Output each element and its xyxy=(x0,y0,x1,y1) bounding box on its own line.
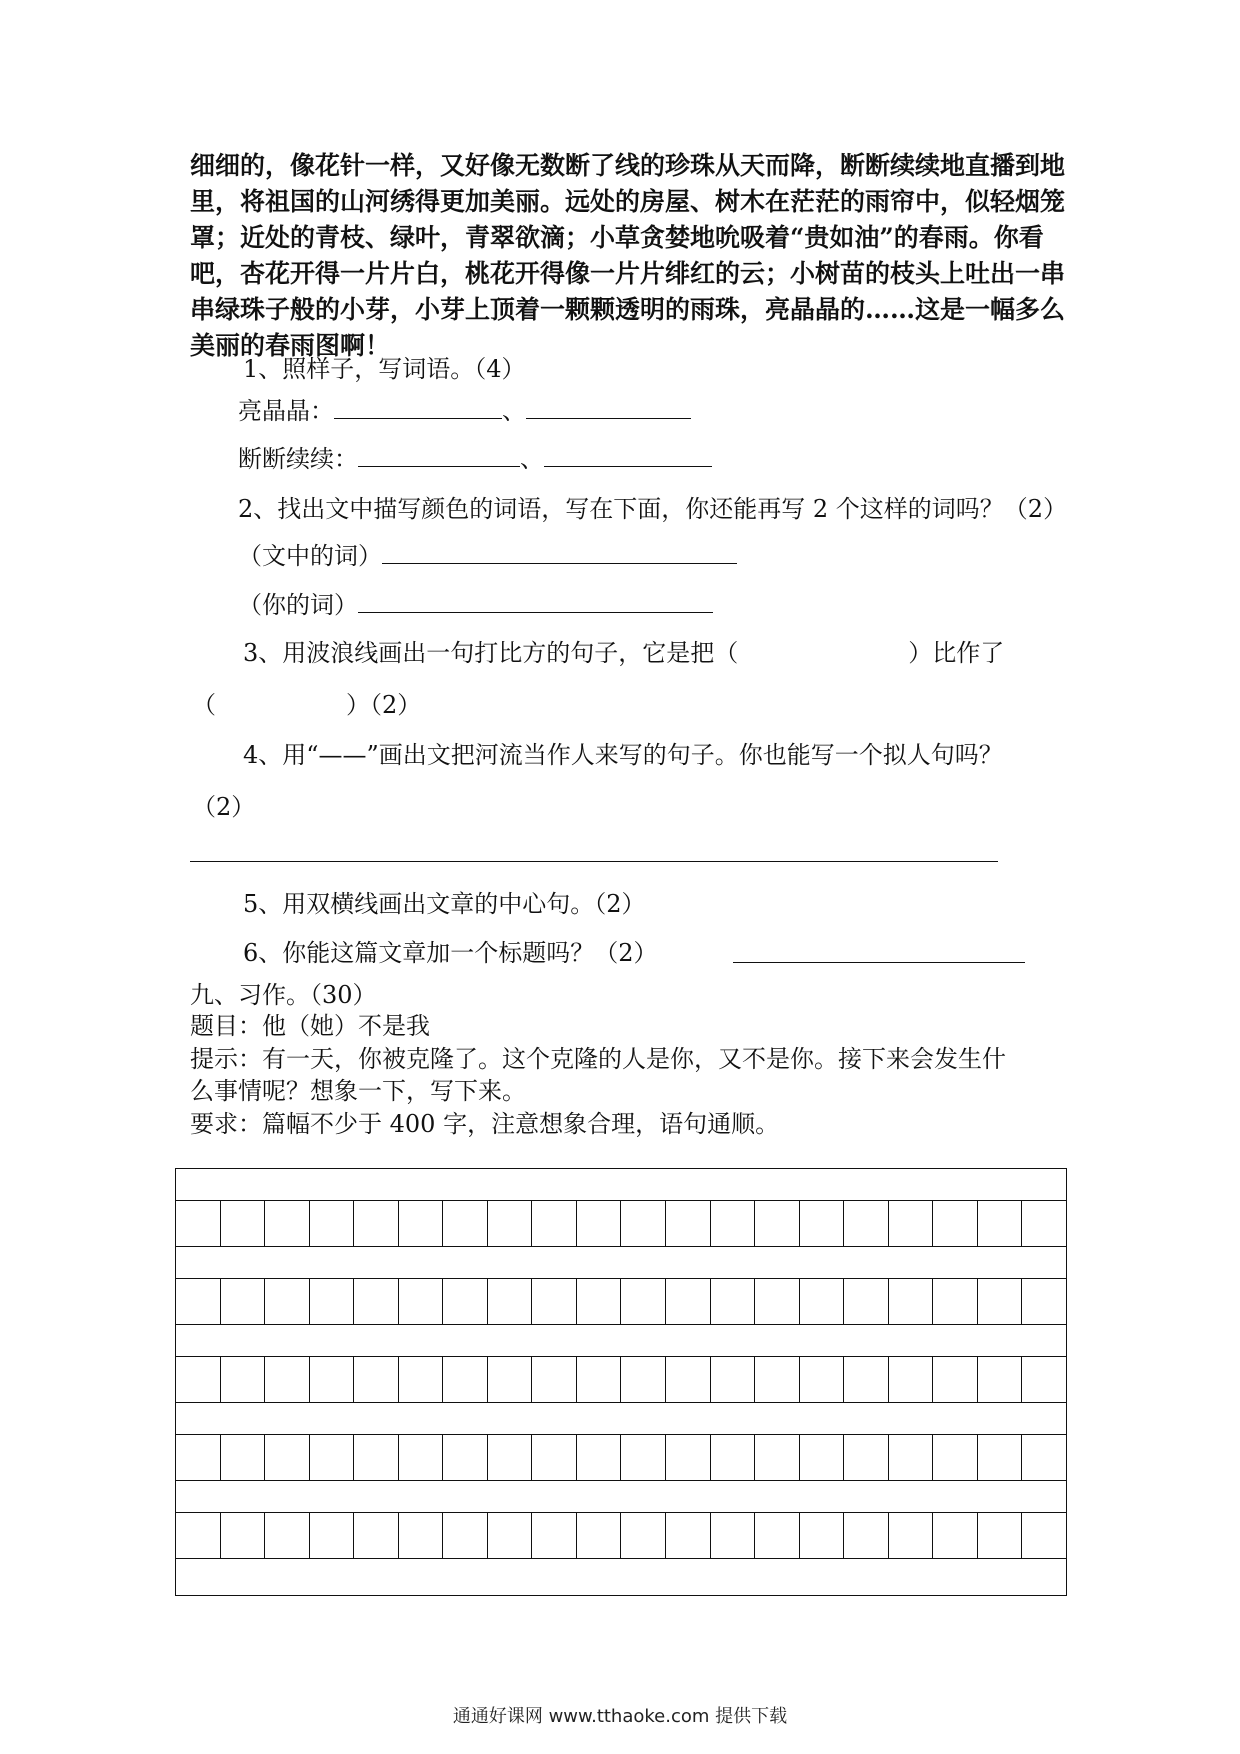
grid-cell[interactable] xyxy=(399,1435,444,1480)
answer-blank[interactable] xyxy=(382,541,737,564)
grid-cell[interactable] xyxy=(800,1513,845,1558)
grid-cell[interactable] xyxy=(889,1201,934,1246)
question-3-line-1 xyxy=(243,638,1004,668)
grid-cell[interactable] xyxy=(577,1357,622,1402)
grid-cell[interactable] xyxy=(221,1279,266,1324)
grid-cell[interactable] xyxy=(711,1279,756,1324)
grid-writing-row xyxy=(176,1435,1066,1481)
grid-cell[interactable] xyxy=(978,1435,1023,1480)
question-2-line-2 xyxy=(238,590,713,620)
grid-cell[interactable] xyxy=(711,1201,756,1246)
grid-cell[interactable] xyxy=(443,1357,488,1402)
grid-cell[interactable] xyxy=(844,1201,889,1246)
separator: 、 xyxy=(520,445,544,473)
question-1-example-1 xyxy=(238,396,691,426)
composition-title: 题目：他（她）不是我 xyxy=(190,1012,430,1040)
grid-cell[interactable] xyxy=(176,1513,221,1558)
grid-cell[interactable] xyxy=(978,1201,1023,1246)
grid-cell[interactable] xyxy=(889,1513,934,1558)
grid-cell[interactable] xyxy=(399,1279,444,1324)
grid-cell[interactable] xyxy=(265,1201,310,1246)
grid-cell[interactable] xyxy=(844,1357,889,1402)
composition-heading: 九、习作。（30） xyxy=(190,981,377,1009)
grid-cell[interactable] xyxy=(621,1357,666,1402)
grid-spacer-band xyxy=(176,1559,1066,1591)
grid-cell[interactable] xyxy=(176,1279,221,1324)
answer-line[interactable] xyxy=(190,861,998,862)
grid-cell[interactable] xyxy=(265,1279,310,1324)
question-3-text: 3、用波浪线画出一句打比方的句子，它是把（ xyxy=(243,639,739,667)
answer-blank[interactable] xyxy=(334,396,502,419)
grid-cell[interactable] xyxy=(443,1201,488,1246)
grid-cell[interactable] xyxy=(354,1357,399,1402)
question-4-prompt: 4、用“——”画出文把河流当作人来写的句子。你也能写一个拟人句吗？ xyxy=(243,741,1003,769)
grid-writing-row xyxy=(176,1279,1066,1325)
composition-hint-1: 提示：有一天，你被克隆了。这个克隆的人是你，又不是你。接下来会发生什 xyxy=(190,1045,1006,1073)
grid-writing-row xyxy=(176,1513,1066,1559)
grid-cell[interactable] xyxy=(621,1435,666,1480)
grid-cell[interactable] xyxy=(265,1357,310,1402)
writing-grid[interactable] xyxy=(175,1168,1067,1596)
footer-source: 通通好课网 www.tthaoke.com 提供下载 xyxy=(452,1706,788,1727)
grid-cell[interactable] xyxy=(176,1435,221,1480)
grid-cell[interactable] xyxy=(711,1357,756,1402)
reading-passage: 细细的，像花针一样，又好像无数断了线的珍珠从天而降，断断续续地直播到地里，将祖国的山河绣得更加美丽。远处的房屋、树木在茫茫的雨帘中，似轻烟笼罩；近处的青枝、绿叶，青翠欲滴；小草贪婪地吮吸着“贵如油”的春雨。你看吧，杏花开得一片片白，桃花开得像一片片绯红的云；小树苗的枝头上吐出一串串绿珠子般的小芽，小芽上顶着一颗颗透明的雨珠，亮晶晶的……这是一幅多么美丽的春雨图啊！ xyxy=(190,151,1066,360)
question-4-score: （2） xyxy=(192,793,256,821)
grid-cell[interactable] xyxy=(488,1201,533,1246)
grid-cell[interactable] xyxy=(666,1513,711,1558)
grid-cell[interactable] xyxy=(800,1201,845,1246)
grid-cell[interactable] xyxy=(755,1201,800,1246)
grid-cell[interactable] xyxy=(265,1513,310,1558)
grid-cell[interactable] xyxy=(844,1435,889,1480)
grid-cell[interactable] xyxy=(933,1513,978,1558)
grid-cell[interactable] xyxy=(711,1513,756,1558)
text-words-label: （文中的词） xyxy=(238,542,382,570)
grid-cell[interactable] xyxy=(978,1357,1023,1402)
grid-cell[interactable] xyxy=(488,1513,533,1558)
grid-cell[interactable] xyxy=(265,1435,310,1480)
grid-cell[interactable] xyxy=(711,1435,756,1480)
paren-open: （ xyxy=(192,691,216,719)
grid-cell[interactable] xyxy=(621,1279,666,1324)
grid-cell[interactable] xyxy=(800,1435,845,1480)
question-5-prompt: 5、用双横线画出文章的中心句。（2） xyxy=(243,890,646,918)
grid-cell[interactable] xyxy=(176,1357,221,1402)
grid-spacer-band xyxy=(176,1481,1066,1513)
question-2-line-1 xyxy=(238,541,737,571)
grid-writing-row xyxy=(176,1201,1066,1247)
grid-cell[interactable] xyxy=(933,1357,978,1402)
grid-cell[interactable] xyxy=(532,1201,577,1246)
grid-cell[interactable] xyxy=(221,1201,266,1246)
grid-cell[interactable] xyxy=(532,1513,577,1558)
grid-cell[interactable] xyxy=(1022,1279,1066,1324)
grid-cell[interactable] xyxy=(532,1435,577,1480)
grid-cell[interactable] xyxy=(889,1357,934,1402)
grid-cell[interactable] xyxy=(399,1201,444,1246)
your-words-label: （你的词） xyxy=(238,591,358,619)
grid-cell[interactable] xyxy=(443,1279,488,1324)
grid-cell[interactable] xyxy=(755,1279,800,1324)
grid-cell[interactable] xyxy=(354,1513,399,1558)
grid-cell[interactable] xyxy=(532,1357,577,1402)
composition-hint-2: 么事情呢？想象一下，写下来。 xyxy=(190,1077,526,1105)
grid-cell[interactable] xyxy=(844,1279,889,1324)
grid-cell[interactable] xyxy=(354,1435,399,1480)
grid-cell[interactable] xyxy=(844,1513,889,1558)
grid-cell[interactable] xyxy=(399,1357,444,1402)
grid-cell[interactable] xyxy=(176,1201,221,1246)
grid-cell[interactable] xyxy=(1022,1435,1066,1480)
question-1-prompt: 1、照样子，写词语。（4） xyxy=(243,355,526,383)
grid-cell[interactable] xyxy=(577,1279,622,1324)
grid-cell[interactable] xyxy=(755,1357,800,1402)
question-6-prompt: 6、你能这篇文章加一个标题吗？（2） xyxy=(243,939,658,967)
composition-requirement: 要求：篇幅不少于 400 字，注意想象合理，语句通顺。 xyxy=(190,1110,780,1138)
grid-cell[interactable] xyxy=(221,1513,266,1558)
question-3-text-end: ）比作了 xyxy=(908,639,1005,667)
question-1-example-2 xyxy=(238,444,712,474)
grid-cell[interactable] xyxy=(354,1201,399,1246)
grid-cell[interactable] xyxy=(666,1279,711,1324)
grid-cell[interactable] xyxy=(666,1435,711,1480)
grid-cell[interactable] xyxy=(221,1435,266,1480)
grid-spacer-band xyxy=(176,1247,1066,1279)
grid-cell[interactable] xyxy=(532,1279,577,1324)
answer-blank[interactable] xyxy=(526,396,691,419)
grid-writing-row xyxy=(176,1357,1066,1403)
grid-cell[interactable] xyxy=(310,1435,355,1480)
grid-spacer-band xyxy=(176,1325,1066,1357)
example-word-1: 亮晶晶： xyxy=(238,397,334,425)
grid-cell[interactable] xyxy=(488,1357,533,1402)
title-answer-line[interactable] xyxy=(733,962,1025,963)
example-word-2: 断断续续： xyxy=(238,445,358,473)
grid-cell[interactable] xyxy=(933,1201,978,1246)
answer-blank[interactable] xyxy=(544,444,712,467)
grid-cell[interactable] xyxy=(889,1435,934,1480)
grid-cell[interactable] xyxy=(1022,1513,1066,1558)
grid-cell[interactable] xyxy=(755,1513,800,1558)
grid-cell[interactable] xyxy=(488,1279,533,1324)
grid-cell[interactable] xyxy=(443,1513,488,1558)
grid-spacer-band xyxy=(176,1169,1066,1201)
grid-cell[interactable] xyxy=(399,1513,444,1558)
answer-blank[interactable] xyxy=(358,444,520,467)
grid-cell[interactable] xyxy=(1022,1201,1066,1246)
grid-cell[interactable] xyxy=(577,1513,622,1558)
question-3-score: ）（2） xyxy=(346,691,422,719)
grid-cell[interactable] xyxy=(443,1435,488,1480)
grid-cell[interactable] xyxy=(310,1201,355,1246)
separator: 、 xyxy=(502,397,526,425)
grid-spacer-band xyxy=(176,1403,1066,1435)
grid-cell[interactable] xyxy=(354,1279,399,1324)
grid-cell[interactable] xyxy=(488,1435,533,1480)
grid-cell[interactable] xyxy=(621,1201,666,1246)
grid-cell[interactable] xyxy=(577,1201,622,1246)
grid-cell[interactable] xyxy=(978,1279,1023,1324)
grid-cell[interactable] xyxy=(310,1357,355,1402)
grid-cell[interactable] xyxy=(666,1201,711,1246)
question-3-line-2 xyxy=(192,690,421,720)
grid-cell[interactable] xyxy=(800,1279,845,1324)
grid-cell[interactable] xyxy=(800,1357,845,1402)
grid-cell[interactable] xyxy=(666,1357,711,1402)
grid-cell[interactable] xyxy=(310,1279,355,1324)
grid-cell[interactable] xyxy=(889,1279,934,1324)
grid-cell[interactable] xyxy=(978,1513,1023,1558)
grid-cell[interactable] xyxy=(933,1279,978,1324)
grid-cell[interactable] xyxy=(933,1435,978,1480)
grid-cell[interactable] xyxy=(1022,1357,1066,1402)
grid-cell[interactable] xyxy=(310,1513,355,1558)
grid-cell[interactable] xyxy=(621,1513,666,1558)
question-2-prompt: 2、找出文中描写颜色的词语，写在下面，你还能再写 2 个这样的词吗？（2） xyxy=(238,495,1068,523)
grid-cell[interactable] xyxy=(577,1435,622,1480)
grid-cell[interactable] xyxy=(221,1357,266,1402)
answer-blank[interactable] xyxy=(358,590,713,613)
grid-cell[interactable] xyxy=(755,1435,800,1480)
